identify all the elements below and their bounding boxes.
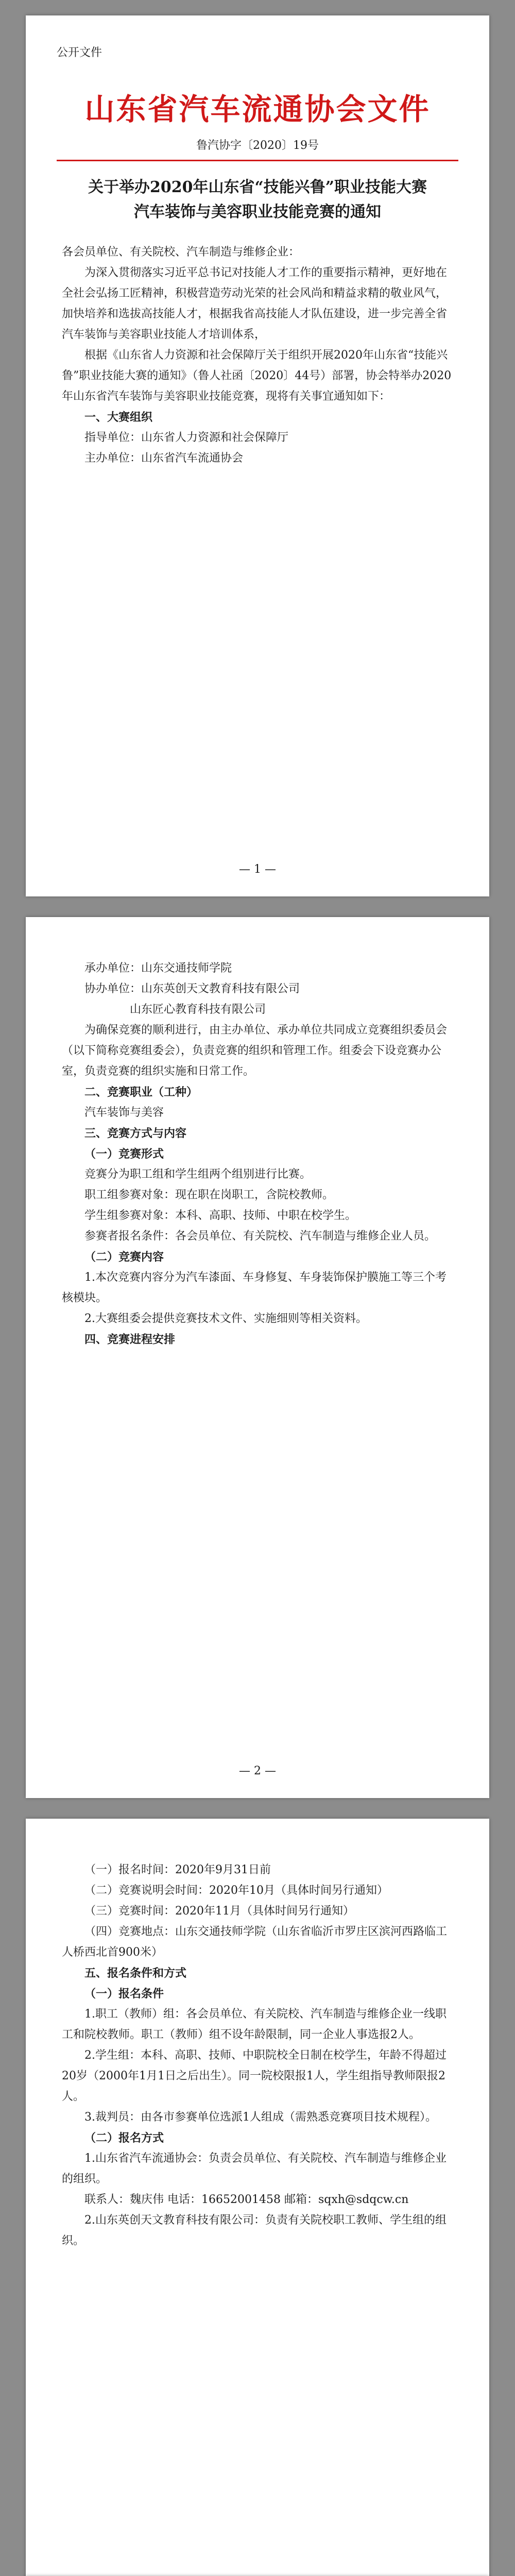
paragraph: 指导单位：山东省人力资源和社会保障厅 xyxy=(84,431,289,444)
paragraph: 1.职工（教师）组：各会员单位、有关院校、汽车制造与维修企业一线职工和院校教师。职工（教师）组不设年龄限制，同一企业人事选报2人。 xyxy=(62,2008,447,2041)
subsection-heading: （一）竞赛形式 xyxy=(84,1147,164,1161)
section-heading: 二、竞赛职业（工种） xyxy=(84,1086,198,1099)
paragraph: 学生组参赛对象：本科、高职、技师、中职在校学生。 xyxy=(84,1209,357,1222)
document-page-3 xyxy=(26,1819,489,2576)
page-3-body xyxy=(62,1860,453,2251)
public-document-label: 公开文件 xyxy=(57,46,102,59)
page-2-body xyxy=(62,958,453,1350)
title-line-2: 汽车装饰与美容职业技能竞赛的通知 xyxy=(134,203,381,221)
paragraph: 为确保竞赛的顺利进行，由主办单位、承办单位共同成立竞赛组织委员会（以下简称竞赛组委会），负责竞赛的组织和管理工作。组委会下设竞赛办公室，负责竞赛的组织实施和日常工作。 xyxy=(62,1024,448,1078)
paragraph: 2.大赛组委会提供竞赛技术文件、实施细则等相关资料。 xyxy=(84,1312,367,1325)
salutation: 各会员单位、有关院校、汽车制造与维修企业： xyxy=(62,246,300,259)
paragraph: 职工组参赛对象：现在职在岗职工，含院校教师。 xyxy=(84,1189,334,1201)
paragraph: 为深入贯彻落实习近平总书记对技能人才工作的重要指示精神，更好地在全社会弘扬工匠精神，积极营造劳动光荣的社会风尚和精益求精的敬业风气，加快培养和选拔高技能人才，根据我省高技能人才队伍建设，进一步完善全省汽车装饰与美容职业技能人才培训体系， xyxy=(62,266,448,341)
document-number: 鲁汽协字〔2020〕19号 xyxy=(196,139,319,152)
paragraph: 2.学生组：本科、高职、技师、中职院校全日制在校学生，年龄不得超过20岁（2000年1月1日之后出生）。同一院校限报1人，学生组指导教师限报2人。 xyxy=(62,2049,447,2103)
notice-title xyxy=(57,175,458,225)
section-heading: 三、竞赛方式与内容 xyxy=(84,1127,187,1140)
document-header-title: 山东省汽车流通协会文件 xyxy=(84,92,431,127)
section-heading: 一、大赛组织 xyxy=(84,411,153,424)
title-line-1: 关于举办2020年山东省“技能兴鲁”职业技能大赛 xyxy=(88,178,427,196)
subsection-heading: （二）竞赛内容 xyxy=(84,1250,164,1264)
paragraph: 2.山东英创天文教育科技有限公司：负责有关院校职工教师、学生组的组织。 xyxy=(62,2214,447,2247)
paragraph: （三）竞赛时间：2020年11月（具体时间另行通知） xyxy=(84,1905,354,1918)
paragraph: 1.本次竞赛内容分为汽车漆面、车身修复、车身装饰保护膜施工等三个考核模块。 xyxy=(62,1271,447,1304)
contact-line: 联系人：魏庆伟 电话：16652001458 邮箱：sqxh@sdqcw.cn xyxy=(84,2193,409,2206)
page-1-body xyxy=(62,242,453,469)
paragraph: 参赛者报名条件：各会员单位、有关院校、汽车制造与维修企业人员。 xyxy=(84,1230,436,1243)
paragraph: 汽车装饰与美容 xyxy=(84,1106,164,1119)
paragraph: 根据《山东省人力资源和社会保障厅关于组织开展2020年山东省“技能兴鲁”职业技能大赛的通知》（鲁人社函〔2020〕44号）部署，协会特举办2020年山东省汽车装饰与美容职业技能竞赛，现将有关事宜通知如下： xyxy=(62,349,452,403)
paragraph: （二）竞赛说明会时间：2020年10月（具体时间另行通知） xyxy=(84,1884,388,1897)
paragraph: 3.裁判员：由各市参赛单位选派1人组成（需熟悉竞赛项目技术规程）。 xyxy=(84,2111,437,2124)
page-number: — 2 — xyxy=(239,1765,276,1777)
paragraph: 协办单位：山东英创天文教育科技有限公司 xyxy=(84,982,300,995)
paragraph: 竞赛分为职工组和学生组两个组别进行比赛。 xyxy=(84,1168,312,1181)
paragraph: （一）报名时间：2020年9月31日前 xyxy=(84,1863,271,1876)
subsection-heading: （二）报名方式 xyxy=(84,2131,164,2145)
subsection-heading: （一）报名条件 xyxy=(84,1987,164,2001)
paragraph: 承办单位：山东交通技师学院 xyxy=(84,962,232,975)
section-heading: 四、竞赛进程安排 xyxy=(84,1333,176,1346)
page-number: — 1 — xyxy=(239,863,276,876)
paragraph: 1.山东省汽车流通协会：负责会员单位、有关院校、汽车制造与维修企业的组织。 xyxy=(62,2152,447,2185)
section-heading: 五、报名条件和方式 xyxy=(84,1967,187,1980)
document-page-1 xyxy=(26,15,489,896)
paragraph: （四）竞赛地点：山东交通技师学院（山东省临沂市罗庄区滨河西路临工人桥西北首900米） xyxy=(62,1925,448,1959)
document-page-2 xyxy=(26,917,489,1798)
red-divider xyxy=(57,160,458,161)
paragraph: 山东匠心教育科技有限公司 xyxy=(130,1003,266,1016)
paragraph: 主办单位：山东省汽车流通协会 xyxy=(84,452,244,465)
